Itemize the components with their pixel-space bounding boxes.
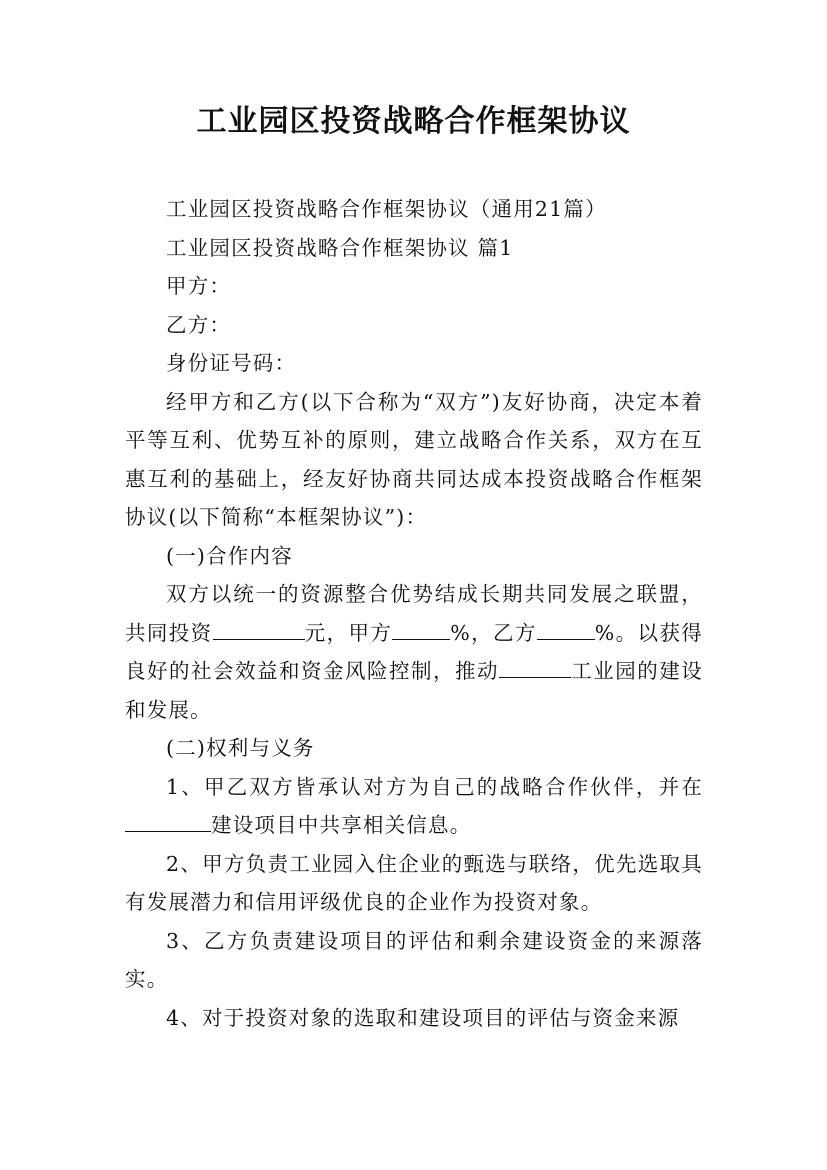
section-1-text-4: %。以获得良好的社会效益和资金风险控制，推动 <box>125 620 703 683</box>
item-1-paragraph <box>125 768 703 845</box>
item-2-paragraph: 2、甲方负责工业园入住企业的甄选与联络，优先选取具有发展潜力和信用评级优良的企业作为投资对象。 <box>125 851 703 914</box>
id-number-line: 身份证号码： <box>166 351 297 375</box>
park-name-blank <box>499 655 571 678</box>
document-title: 工业园区投资战略合作框架协议 <box>196 104 631 139</box>
section-1-paragraph <box>125 575 703 729</box>
party-b-share-blank <box>537 617 595 640</box>
part-heading-line: 工业园区投资战略合作框架协议 篇1 <box>166 235 514 260</box>
general-subtitle-line: 工业园区投资战略合作框架协议（通用21篇） <box>166 197 607 221</box>
party-b-line: 乙方： <box>166 312 232 337</box>
section-1-text-2: 元，甲方 <box>304 620 393 645</box>
investment-amount-blank <box>213 617 305 640</box>
item-1-text-a: 1、甲乙双方皆承认对方为自己的战略合作伙伴，并在 <box>166 774 703 799</box>
section-1-text-1: 双方以统一的资源整合优势结成长期共同发展之联盟，共同投资 <box>125 582 703 645</box>
section-1-text-5: 工业园的建设和发展。 <box>125 659 703 722</box>
document-body <box>125 190 703 1037</box>
item-1-text-b: 建设项目中共享相关信息。 <box>211 813 472 837</box>
section-1-text-3: %，乙方 <box>450 620 537 645</box>
item-4-paragraph: 4、对于投资对象的选取和建设项目的评估与资金来源 <box>166 1005 680 1030</box>
section-2-heading: (二)权利与义务 <box>166 736 315 760</box>
intro-paragraph: 经甲方和乙方(以下合称为“双方”)友好协商，决定本着平等互利、优势互补的原则，建立战略合作关系，双方在互惠互利的基础上，经友好协商共同达成本投资战略合作框架协议(以下简称“本框架协议”)： <box>125 389 703 529</box>
project-name-blank <box>125 809 211 832</box>
section-1-heading: (一)合作内容 <box>166 543 293 568</box>
party-a-share-blank <box>392 617 450 640</box>
item-3-paragraph: 3、乙方负责建设项目的评估和剩余建设资金的来源落实。 <box>125 928 703 991</box>
party-a-line: 甲方： <box>166 274 232 298</box>
